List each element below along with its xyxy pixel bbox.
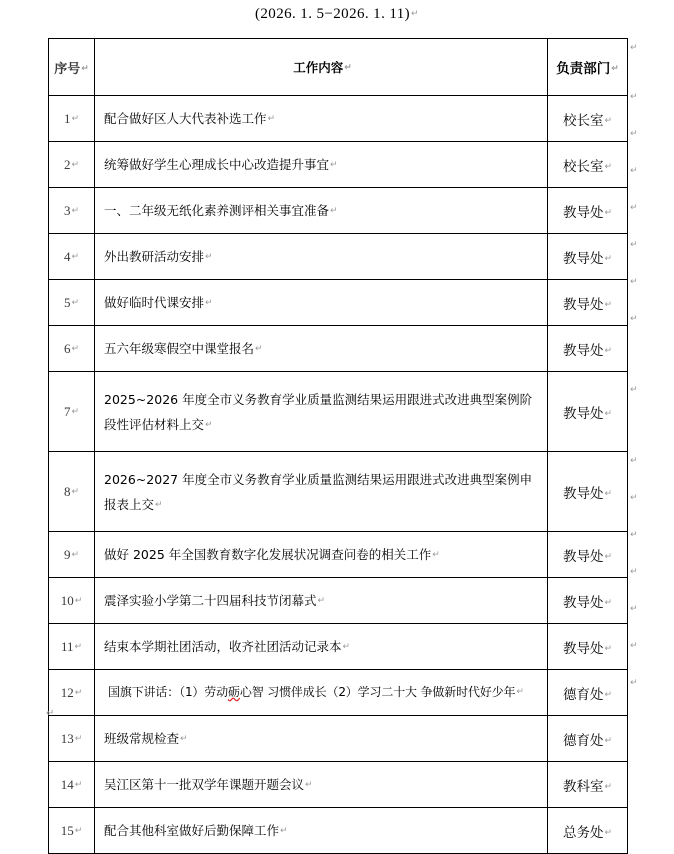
row-work-cell xyxy=(95,280,548,326)
pilcrow-icon: ↵ xyxy=(71,406,80,417)
pilcrow-icon: ↵ xyxy=(630,456,638,466)
row-dept-text: 校长室 xyxy=(562,158,604,175)
table-row xyxy=(49,808,628,854)
table-row xyxy=(49,188,628,234)
row-number: 15 xyxy=(60,822,74,838)
pilcrow-icon: ↵ xyxy=(71,113,80,124)
row-number-cell xyxy=(49,326,95,372)
pilcrow-icon: ↵ xyxy=(74,825,83,836)
row-number-cell xyxy=(49,532,95,578)
pilcrow-icon: ↵ xyxy=(604,643,613,654)
document-date-range-title xyxy=(0,6,674,23)
pilcrow-icon: ↵ xyxy=(604,207,613,218)
pilcrow-icon: ↵ xyxy=(317,596,326,606)
pilcrow-icon: ↵ xyxy=(74,595,83,606)
pilcrow-icon: ↵ xyxy=(205,252,213,262)
row-number-cell xyxy=(49,142,95,188)
row-number-cell xyxy=(49,762,95,808)
row-dept-cell xyxy=(548,280,628,326)
row-number: 4 xyxy=(63,248,71,264)
row-number-cell xyxy=(49,96,95,142)
row-number-cell xyxy=(49,624,95,670)
pilcrow-icon: ↵ xyxy=(630,277,638,287)
row-work-cell xyxy=(95,808,548,854)
row-number-cell xyxy=(49,234,95,280)
row-dept-cell xyxy=(548,624,628,670)
table-row xyxy=(49,326,628,372)
row-number-cell xyxy=(49,578,95,624)
pilcrow-icon: ↵ xyxy=(71,251,80,262)
pilcrow-icon: ↵ xyxy=(611,64,619,74)
row-number: 7 xyxy=(63,403,71,419)
row-work-text-pre: 国旗下讲话：（1）劳动 xyxy=(108,685,228,699)
row-work-cell xyxy=(95,624,548,670)
table-row xyxy=(49,96,628,142)
row-work-text: 结束本学期社团活动，收齐社团活动记录本 xyxy=(104,639,342,654)
table-row xyxy=(49,372,628,452)
row-work-cell xyxy=(95,716,548,762)
row-work-text: 做好临时代课安排 xyxy=(104,295,205,310)
row-number: 12 xyxy=(60,684,74,700)
row-number: 8 xyxy=(63,483,71,499)
row-number: 10 xyxy=(60,592,74,608)
row-number: 3 xyxy=(63,202,71,218)
row-number: 14 xyxy=(60,776,74,792)
pilcrow-icon: ↵ xyxy=(604,253,613,264)
table-row xyxy=(49,670,628,716)
row-dept-text: 德育处 xyxy=(562,686,604,703)
row-number: 9 xyxy=(63,546,71,562)
pilcrow-icon: ↵ xyxy=(71,205,80,216)
row-work-text-post: 心智 习惯伴成长（2）学习二十大 争做新时代好少年 xyxy=(239,685,516,699)
pilcrow-icon: ↵ xyxy=(630,129,638,139)
document-title-text: (2026. 1. 5−2026. 1. 11) xyxy=(255,6,411,22)
row-dept-text: 教导处 xyxy=(562,640,604,657)
pilcrow-icon: ↵ xyxy=(74,687,83,698)
pilcrow-icon: ↵ xyxy=(342,642,351,652)
row-work-cell xyxy=(95,670,548,716)
table-row xyxy=(49,532,628,578)
pilcrow-icon: ↵ xyxy=(155,499,163,510)
row-work-text: 班级常规检查 xyxy=(104,731,180,746)
row-work-cell xyxy=(95,96,548,142)
weekly-work-schedule-table xyxy=(48,38,628,854)
row-number: 5 xyxy=(63,294,71,310)
row-dept-cell xyxy=(548,142,628,188)
row-dept-text: 校长室 xyxy=(562,112,604,129)
row-work-cell xyxy=(95,532,548,578)
pilcrow-icon: ↵ xyxy=(604,161,613,172)
pilcrow-icon: ↵ xyxy=(71,297,80,308)
row-dept-text: 教导处 xyxy=(562,548,604,565)
row-work-cell xyxy=(95,188,548,234)
pilcrow-icon: ↵ xyxy=(604,115,613,126)
pilcrow-icon: ↵ xyxy=(630,493,638,503)
pilcrow-icon: ↵ xyxy=(630,92,638,102)
table-row xyxy=(49,452,628,532)
pilcrow-icon: ↵ xyxy=(71,159,80,170)
pilcrow-icon: ↵ xyxy=(81,63,89,74)
pilcrow-icon: ↵ xyxy=(630,203,638,213)
row-dept-cell xyxy=(548,808,628,854)
row-dept-text: 教导处 xyxy=(562,342,604,359)
pilcrow-icon: ↵ xyxy=(74,779,83,790)
row-work-text: 配合其他科室做好后勤保障工作 xyxy=(104,823,280,838)
row-number: 13 xyxy=(60,730,74,746)
pilcrow-icon: ↵ xyxy=(630,385,638,395)
row-work-text: 2026~2027 年度全市义务教育学业质量监测结果运用跟进式改进典型案例申报表上交 xyxy=(104,471,533,512)
row-number-cell xyxy=(49,808,95,854)
row-work-text: 一、二年级无纸化素养测评相关事宜准备 xyxy=(104,203,330,218)
row-number-cell xyxy=(49,188,95,234)
pilcrow-icon: ↵ xyxy=(630,43,638,53)
row-number-cell xyxy=(49,670,95,716)
row-work-text: 配合做好区人大代表补选工作 xyxy=(104,111,267,126)
row-dept-cell xyxy=(548,578,628,624)
pilcrow-icon: ↵ xyxy=(267,114,276,124)
row-dept-cell xyxy=(548,372,628,452)
row-work-cell xyxy=(95,142,548,188)
row-work-cell xyxy=(95,234,548,280)
pilcrow-icon: ↵ xyxy=(411,9,419,19)
row-number-cell xyxy=(49,452,95,532)
row-dept-cell xyxy=(548,452,628,532)
row-dept-text: 总务处 xyxy=(562,824,604,841)
pilcrow-icon: ↵ xyxy=(280,826,288,836)
row-number-cell xyxy=(49,280,95,326)
row-dept-cell xyxy=(548,326,628,372)
spellcheck-flagged-word: 砺 xyxy=(228,685,240,699)
pilcrow-icon: ↵ xyxy=(630,567,638,577)
trailing-paragraph-mark xyxy=(46,708,54,719)
row-dept-text: 教导处 xyxy=(562,296,604,313)
pilcrow-icon: ↵ xyxy=(630,530,638,540)
pilcrow-icon: ↵ xyxy=(74,733,83,744)
column-header-dept-label: 负责部门 xyxy=(556,61,611,77)
pilcrow-icon: ↵ xyxy=(630,678,638,688)
row-work-text: 统筹做好学生心理成长中心改造提升事宜 xyxy=(104,157,330,172)
row-work-cell xyxy=(95,452,548,532)
row-number: 2 xyxy=(63,156,71,172)
row-work-cell xyxy=(95,372,548,452)
pilcrow-icon: ↵ xyxy=(205,419,213,430)
pilcrow-icon: ↵ xyxy=(74,641,83,652)
row-dept-cell xyxy=(548,532,628,578)
row-dept-cell xyxy=(548,716,628,762)
column-header-work xyxy=(95,39,548,96)
row-dept-cell xyxy=(548,188,628,234)
pilcrow-icon: ↵ xyxy=(604,735,613,746)
pilcrow-icon: ↵ xyxy=(344,62,352,73)
pilcrow-icon: ↵ xyxy=(630,604,638,614)
row-dept-cell xyxy=(548,670,628,716)
pilcrow-icon: ↵ xyxy=(305,780,313,790)
table-row xyxy=(49,624,628,670)
row-dept-cell xyxy=(548,762,628,808)
column-header-no xyxy=(49,39,95,96)
pilcrow-icon: ↵ xyxy=(630,641,638,651)
row-number: 1 xyxy=(63,110,71,126)
pilcrow-icon: ↵ xyxy=(630,314,638,324)
row-dept-text: 教导处 xyxy=(562,594,604,611)
table-row xyxy=(49,280,628,326)
pilcrow-icon: ↵ xyxy=(330,160,338,170)
row-work-cell xyxy=(95,326,548,372)
table-row xyxy=(49,142,628,188)
pilcrow-icon: ↵ xyxy=(205,298,213,308)
pilcrow-icon: ↵ xyxy=(46,708,55,719)
table-row xyxy=(49,716,628,762)
pilcrow-icon: ↵ xyxy=(604,781,613,792)
row-work-text: 2025~2026 年度全市义务教育学业质量监测结果运用跟进式改进典型案例阶段性评估材料上交 xyxy=(104,391,533,432)
pilcrow-icon: ↵ xyxy=(604,689,613,700)
table-header-row xyxy=(49,39,628,96)
pilcrow-icon: ↵ xyxy=(432,550,440,560)
row-work-text: 做好 2025 年全国教育数字化发展状况调查问卷的相关工作 xyxy=(104,547,432,562)
row-work-text: 吴江区第十一批双学年课题开题会议 xyxy=(104,777,305,792)
row-work-cell xyxy=(95,762,548,808)
pilcrow-icon: ↵ xyxy=(604,299,613,310)
row-dept-text: 教科室 xyxy=(562,778,604,795)
pilcrow-icon: ↵ xyxy=(71,343,80,354)
row-number-cell xyxy=(49,372,95,452)
pilcrow-icon: ↵ xyxy=(71,486,80,497)
column-header-no-label: 序号 xyxy=(54,60,81,76)
column-header-work-label: 工作内容 xyxy=(293,59,344,75)
row-dept-text: 教导处 xyxy=(562,485,604,502)
pilcrow-icon: ↵ xyxy=(255,344,263,354)
pilcrow-icon: ↵ xyxy=(604,408,613,419)
row-end-paragraph-marks xyxy=(630,38,650,688)
row-number-cell xyxy=(49,716,95,762)
row-work-cell xyxy=(95,578,548,624)
row-dept-cell xyxy=(548,96,628,142)
row-dept-text: 教导处 xyxy=(562,405,604,422)
pilcrow-icon: ↵ xyxy=(604,597,613,608)
row-work-text: 五六年级寒假空中课堂报名 xyxy=(104,341,255,356)
pilcrow-icon: ↵ xyxy=(604,345,613,356)
row-dept-cell xyxy=(548,234,628,280)
row-number: 6 xyxy=(63,340,71,356)
pilcrow-icon: ↵ xyxy=(330,206,338,216)
row-dept-text: 教导处 xyxy=(562,250,604,267)
row-dept-text: 德育处 xyxy=(562,732,604,749)
pilcrow-icon: ↵ xyxy=(630,166,638,176)
pilcrow-icon: ↵ xyxy=(604,551,613,562)
row-number: 11 xyxy=(60,638,74,654)
row-work-text: 外出教研活动安排 xyxy=(104,249,205,264)
table-row xyxy=(49,762,628,808)
pilcrow-icon: ↵ xyxy=(630,240,638,250)
pilcrow-icon: ↵ xyxy=(71,549,80,560)
pilcrow-icon: ↵ xyxy=(180,734,188,744)
row-dept-text: 教导处 xyxy=(562,204,604,221)
pilcrow-icon: ↵ xyxy=(516,687,524,697)
table-row xyxy=(49,234,628,280)
pilcrow-icon: ↵ xyxy=(604,827,613,838)
column-header-dept xyxy=(548,39,628,96)
pilcrow-icon: ↵ xyxy=(604,488,613,499)
table-row xyxy=(49,578,628,624)
row-work-text: 震泽实验小学第二十四届科技节闭幕式 xyxy=(104,593,317,608)
